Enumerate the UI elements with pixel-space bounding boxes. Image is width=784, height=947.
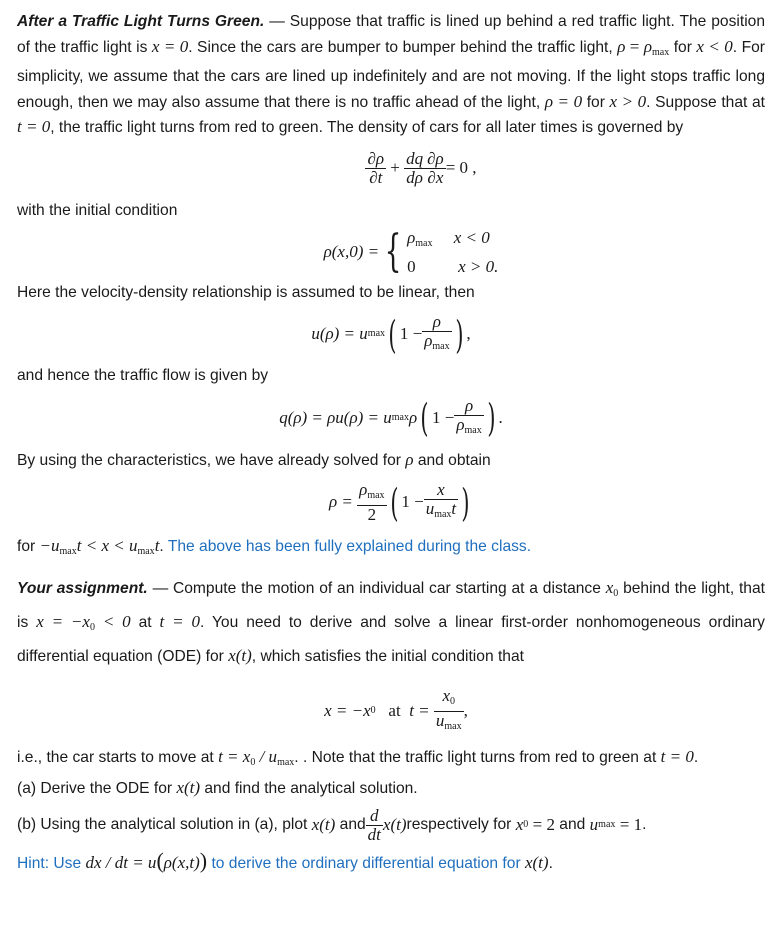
velocity-label: Here the velocity-density relationship is assumed to be linear, then [17,284,475,301]
frac-x-umaxt: $\frac{x}{u_{max}t}$ [425,480,457,520]
initial-condition-equation: ρ(x,0) = { $\rho_{max}$ x < 0 0 x > 0. [323,226,499,277]
velocity-equation: u(ρ) = u max ( 1 − $\frac{\rho}{\rho_{max}}$ ) , [311,312,471,357]
hint: Hint: Use dx / dt = u(ρ(x,t)) to derive the ordinary differential equation for x(t). [17,848,553,873]
initial-condition-label: with the initial condition [17,201,178,219]
frac-rhomax-2: $\frac{\rho_{max}}{2}$ [359,480,385,524]
solution-equation: ρ = $\frac{\rho_{max}}{2}$ ( 1 − $\frac{x}{u_{max}t}$ ) [329,480,470,525]
class-note: The above has been fully explained during the class. [167,537,532,555]
pde-equation: $\frac{\partial\rho}{\partial t}$ + $\frac{dq}{d\rho}$ $\frac{\partial\rho}{\partial x}$ = 0 , [367,149,477,187]
flow-label: and hence the traffic flow is given by [17,366,269,384]
part-a: (a) Derive the ODE for x(t) and find the analytical solution. [17,777,418,797]
flow-equation: q(ρ) = ρu(ρ) = u max ρ ( 1 − $\frac{\rho}{\rho_{max}}$ ) . [279,395,503,440]
intro-title: After a Traffic Light Turns Green. [17,13,265,30]
start-note: i.e., the car starts to move at $t = x_0 / u_{max}$. . Note that the traffic light turns from red to green at t = 0. [17,747,699,768]
frac-rho-rhomax-2: $\frac{\rho}{\rho_{max}}$ [456,395,482,436]
assignment-title: Your assignment. [17,580,148,597]
frac-drho-dx: $\frac{\partial\rho}{\partial x}$ [427,149,444,187]
range-line: for $-u_{max}t < x < u_{max}t$. The above has been fully explained during the class. [17,535,532,557]
intro-paragraph: After a Traffic Light Turns Green. — Suppose that traffic is lined up behind a red traffic light. The position of the traffic light is x = 0. Since the cars are bumper to bumper behind the traffic light, $\rho = \rho_{max}$ for x < 0. For simplicity, we assume that the cars are lined up indefinitely and are not moving. If the light stops traffic long enough, then we may also assume that there is no traffic ahead of the light, ρ = 0 for x > 0. Suppose that at t = 0, the traffic light turns from red to green. The density of cars for all later times is governed by [17,13,766,136]
characteristics-label: By using the characteristics, we have already solved for ρ and obtain [17,450,491,469]
piecewise-cases: $\rho_{max}$ x < 0 0 x > 0. [407,228,499,276]
car-initial-condition: x = −x 0 at t = $\frac{x_0}{u_{max}}$ , [17,681,765,741]
part-b: (b) Using the analytical solution in (a), plot x(t) and $\frac{d}{dt}$ x(t) respectively for x 0 = 2 and u max = 1 . [17,805,647,844]
frac-drho-dt: $\frac{\partial\rho}{\partial t}$ [367,149,385,187]
left-brace: { [384,226,402,277]
document-page [17,10,765,877]
frac-rho-rhomax: $\frac{\rho}{\rho_{max}}$ [424,312,450,352]
frac-x0-umax: $\frac{x_0}{u_{max}}$ [435,685,462,732]
frac-dq-drho: $\frac{dq}{d\rho}$ [406,149,424,187]
frac-d-dt: $\frac{d}{dt}$ [367,805,381,844]
assignment-paragraph: Your assignment. — Compute the motion of an individual car starting at a distance $x_0$ behind the light, that is $x = -x_0 < 0$ at t = 0. You need to derive and solve a linear first-order nonhomogeneous ordinary differential equation (ODE) for x(t), which satisfies the initial condition that [17,578,765,665]
